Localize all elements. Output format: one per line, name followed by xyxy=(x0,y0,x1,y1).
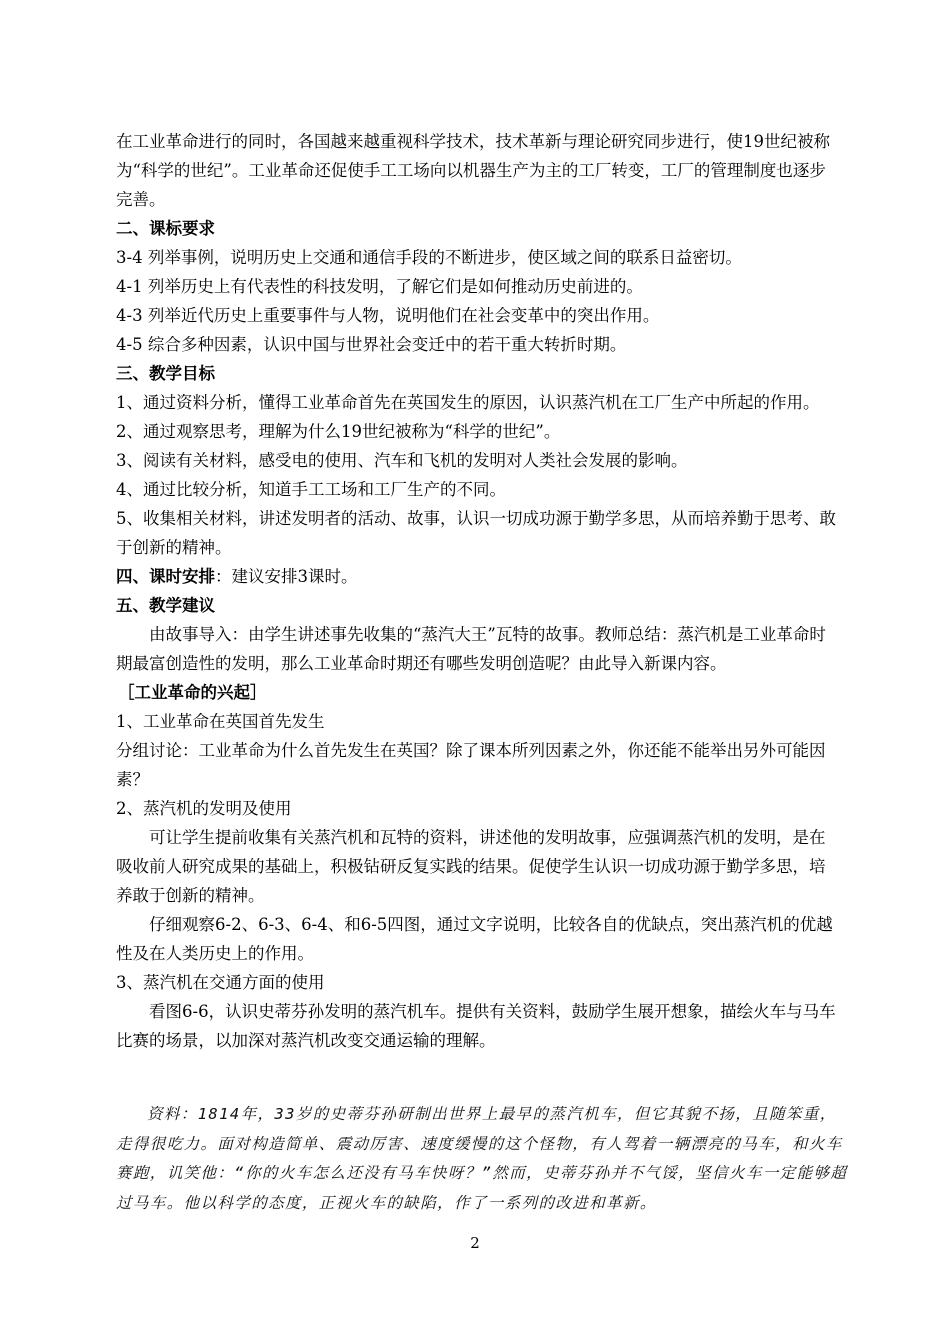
objective-1: 1、通过资料分析，懂得工业革命首先在英国发生的原因，认识蒸汽机在工厂生产中所起的作用。 xyxy=(116,393,820,412)
topic-3-title: 3、蒸汽机在交通方面的使用 xyxy=(116,973,325,992)
topic-2-paragraph-1: 可让学生提前收集有关蒸汽机和瓦特的资料，讲述他的发明故事，应强调蒸汽机的发明，是在吸收前人研究成果的基础上，积极钻研反复实践的结果。促使学生认识一切成功源于勤学多思，培养敢于创新的精神。 xyxy=(116,828,826,905)
topic-1-title: 1、工业革命在英国首先发生 xyxy=(116,712,325,731)
body-text xyxy=(116,127,836,1055)
schedule-text: ：建议安排3课时。 xyxy=(215,567,358,586)
standard-4-1: 4-1 列举历史上有代表性的科技发明，了解它们是如何推动历史前进的。 xyxy=(116,277,643,296)
intro-paragraph: 在工业革命进行的同时，各国越来越重视科学技术，技术革新与理论研究同步进行，使19世纪被称为“科学的世纪”。工业革命还促使手工工场向以机器生产为主的工厂转变，工厂的管理制度也逐步完善。 xyxy=(116,132,830,209)
section-heading-suggestions: 五、教学建议 xyxy=(116,596,215,615)
section-heading-schedule: 四、课时安排 xyxy=(116,567,215,586)
topic-2-title: 2、蒸汽机的发明及使用 xyxy=(116,799,292,818)
material-text: 资料：1814年，33岁的史蒂芬孙研制出世界上最早的蒸汽机车，但它其貌不扬，且随笨重，走得很吃力。面对构造简单、震动厉害、速度缓慢的这个怪物，有人驾着一辆漂亮的马车，和火车赛跑，讥笑他：“你的火车怎么还没有马车快呀？”然而，史蒂芬孙并不气馁，坚信火车一定能够超过马车。他以科学的态度，正视火车的缺陷，作了一系列的改进和革新。 xyxy=(116,1105,848,1212)
topic-2-paragraph-2: 仔细观察6-2、6-3、6-4、和6-5四图，通过文字说明，比较各自的优缺点，突出蒸汽机的优越性及在人类历史上的作用。 xyxy=(116,915,833,963)
objective-5: 5、收集相关材料，讲述发明者的活动、故事，认识一切成功源于勤学多思，从而培养勤于思考、敢于创新的精神。 xyxy=(116,509,836,557)
section-heading-curriculum: 二、课标要求 xyxy=(116,219,215,238)
standard-4-5: 4-5 综合多种因素，认识中国与世界社会变迁中的若干重大转折时期。 xyxy=(116,335,627,354)
objective-4: 4、通过比较分析，知道手工工场和工厂生产的不同。 xyxy=(116,480,506,499)
objective-2: 2、通过观察思考，理解为什么19世纪被称为“科学的世纪”。 xyxy=(116,422,561,441)
topic-3-paragraph: 看图6-6，认识史蒂芬孙发明的蒸汽机车。提供有关资料，鼓励学生展开想象，描绘火车与马车比赛的场景，以加深对蒸汽机改变交通运输的理解。 xyxy=(116,1002,836,1050)
objective-3: 3、阅读有关材料，感受电的使用、汽车和飞机的发明对人类社会发展的影响。 xyxy=(116,451,688,470)
schedule-paragraph xyxy=(116,562,836,591)
section-heading-objectives: 三、教学目标 xyxy=(116,364,215,383)
subsection-heading-industrial-revolution: ［工业革命的兴起］ xyxy=(118,683,267,702)
intro-suggestion: 由故事导入：由学生讲述事先收集的“蒸汽大王”瓦特的故事。教师总结：蒸汽机是工业革命时期最富创造性的发明，那么工业革命时期还有哪些发明创造呢？由此导入新课内容。 xyxy=(116,625,826,673)
reference-material xyxy=(116,1100,851,1218)
standard-4-3: 4-3 列举近代历史上重要事件与人物，说明他们在社会变革中的突出作用。 xyxy=(116,306,660,325)
standard-3-4: 3-4 列举事例，说明历史上交通和通信手段的不断进步，使区域之间的联系日益密切。 xyxy=(116,248,742,267)
topic-1-discussion: 分组讨论：工业革命为什么首先发生在英国？除了课本所列因素之外，你还能不能举出另外可能因素？ xyxy=(116,741,826,789)
page-number: 2 xyxy=(470,1234,480,1252)
